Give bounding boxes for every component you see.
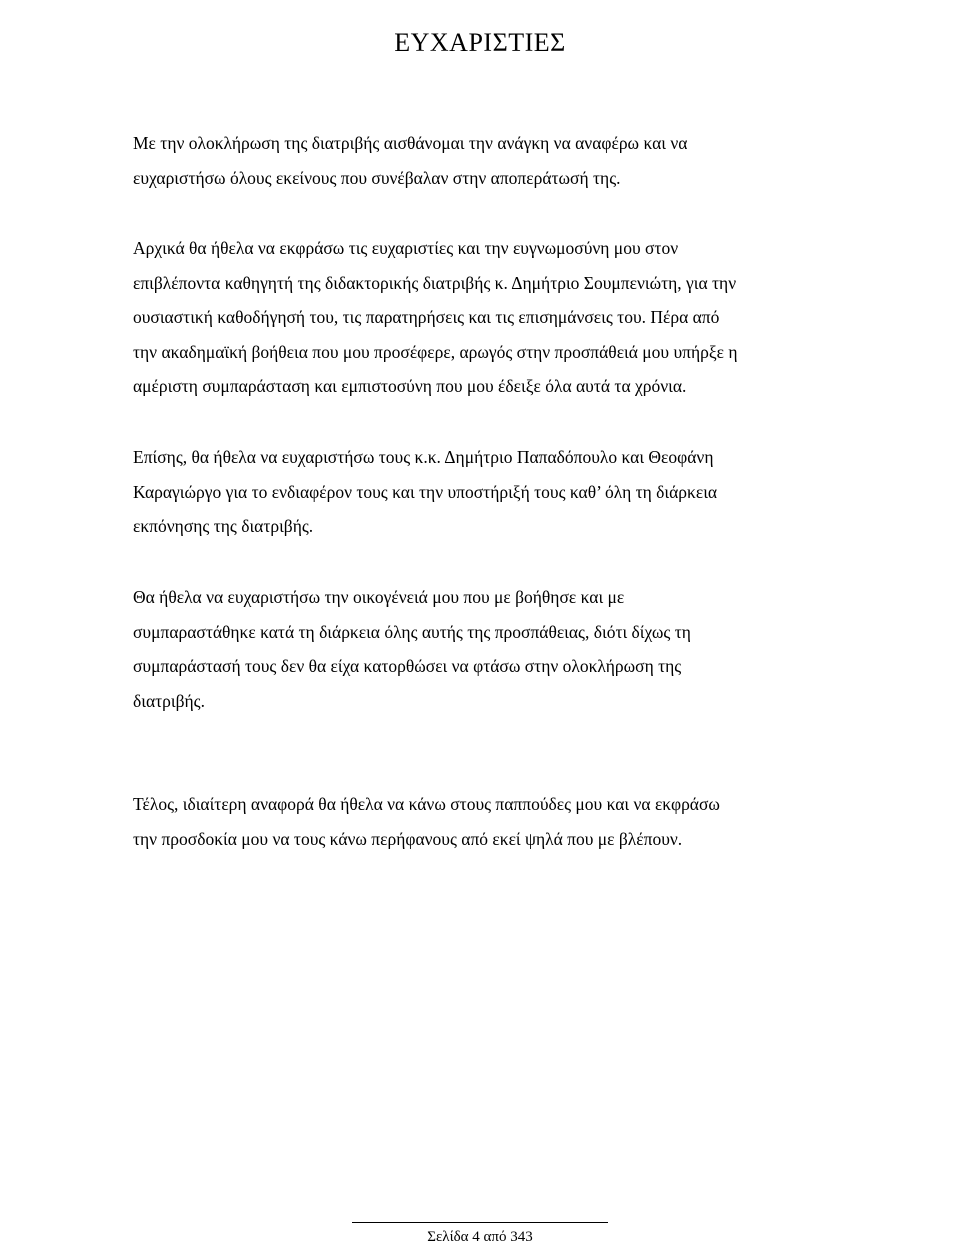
paragraph-intro — [133, 126, 833, 195]
text-line: Θα ήθελα να ευχαριστήσω την οικογένειά μου που με βοήθησε και με — [133, 587, 625, 607]
page-title: ΕΥΧΑΡΙΣΤΙΕΣ — [394, 28, 566, 57]
paragraph-supervisor — [133, 231, 833, 404]
page-number: Σελίδα 4 από 343 — [427, 1229, 533, 1245]
text-line: την προσδοκία μου να τους κάνω περήφανους από εκεί ψηλά που με βλέπουν. — [133, 828, 683, 849]
text-line: εκπόνησης της διατριβής. — [133, 516, 314, 536]
text-line: Αρχικά θα ήθελα να εκφράσω τις ευχαριστίες και την ευγνωμοσύνη μου στον — [133, 238, 679, 258]
paragraph-grandparents — [133, 787, 833, 856]
text-line: συμπαράστασή τους δεν θα είχα κατορθώσει να φτάσω στην ολοκλήρωση της — [133, 656, 682, 676]
text-line: την ακαδημαϊκή βοήθεια που μου προσέφερε, αρωγός στην προσπάθειά μου υπήρξε η — [133, 341, 738, 362]
paragraph-family — [133, 580, 833, 718]
text-line: Επίσης, θα ήθελα να ευχαριστήσω τους κ.κ. Δημήτριο Παπαδόπουλο και Θεοφάνη — [133, 447, 714, 467]
paragraph-committee — [133, 440, 833, 544]
text-line: Καραγιώργο για το ενδιαφέρον τους και την υποστήριξή τους καθ’ όλη τη διάρκεια — [133, 481, 718, 502]
text-line: επιβλέποντα καθηγητή της διδακτορικής διατριβής κ. Δημήτριο Σουμπενιώτη, για την — [133, 272, 737, 293]
text-line: Τέλος, ιδιαίτερη αναφορά θα ήθελα να κάνω στους παππούδες μου και να εκφράσω — [133, 794, 720, 814]
text-line: διατριβής. — [133, 690, 205, 711]
text-line: ουσιαστική καθοδήγησή του, τις παρατηρήσεις και τις επισημάνσεις του. Πέρα από — [133, 307, 720, 327]
footer-divider — [352, 1222, 608, 1223]
text-line: ευχαριστήσω όλους εκείνους που συνέβαλαν στην αποπεράτωσή της. — [133, 167, 621, 188]
text-line: αμέριστη συμπαράσταση και εμπιστοσύνη που μου έδειξε όλα αυτά τα χρόνια. — [133, 376, 687, 396]
text-line: συμπαραστάθηκε κατά τη διάρκεια όλης αυτής της προσπάθειας, διότι δίχως τη — [133, 621, 691, 642]
text-line: Με την ολοκλήρωση της διατριβής αισθάνομαι την ανάγκη να αναφέρω και να — [133, 133, 688, 153]
